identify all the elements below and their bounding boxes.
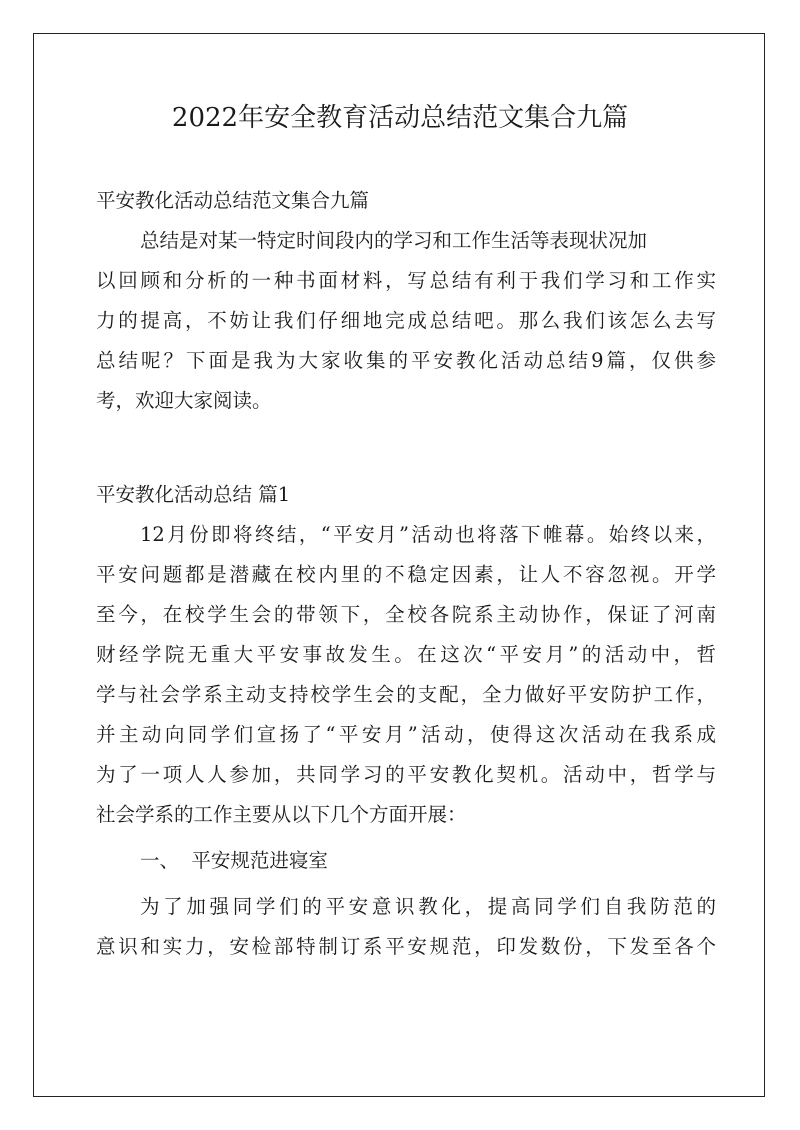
item1-heading: 一、 平安规范进寝室 — [140, 849, 328, 872]
section1-line-4: 财经学院无重大平安事故发生。在这次“平安月”的活动中，哲 — [96, 643, 716, 666]
section1-line-3: 至今，在校学生会的带领下，全校各院系主动协作，保证了河南 — [96, 603, 716, 626]
section1-heading: 平安教化活动总结 篇1 — [96, 483, 291, 506]
intro-line-2: 以回顾和分析的一种书面材料，写总结有利于我们学习和工作实 — [96, 269, 716, 292]
section1-line-1: 12月份即将终结，“平安月”活动也将落下帷幕。始终以来， — [140, 523, 716, 546]
intro-line-1: 总结是对某一特定时间段内的学习和工作生活等表现状况加 — [140, 229, 648, 252]
intro-line-5: 考，欢迎大家阅读。 — [96, 389, 272, 412]
item1-line-1: 为了加强同学们的平安意识教化，提高同学们自我防范的 — [140, 895, 716, 918]
intro-line-3: 力的提高，不妨让我们仔细地完成总结吧。那么我们该怎么去写 — [96, 309, 716, 332]
section1-line-2: 平安问题都是潜藏在校内里的不稳定因素，让人不容忽视。开学 — [96, 563, 716, 586]
item1-line-2: 意识和实力，安检部特制订系平安规范，印发数份，下发至各个 — [96, 935, 716, 958]
section1-line-5: 学与社会学系主动支持校学生会的支配，全力做好平安防护工作， — [96, 683, 716, 706]
intro-line-4: 总结呢？下面是我为大家收集的平安教化活动总结9篇，仅供参 — [96, 349, 716, 372]
document-subtitle: 平安教化活动总结范文集合九篇 — [96, 189, 370, 212]
section1-line-6: 并主动向同学们宣扬了“平安月”活动，使得这次活动在我系成 — [96, 723, 716, 746]
section1-line-7: 为了一项人人参加，共同学习的平安教化契机。活动中，哲学与 — [96, 763, 716, 786]
section1-line-8: 社会学系的工作主要从以下几个方面开展： — [96, 803, 467, 826]
document-title: 2022年安全教育活动总结范文集合九篇 — [171, 103, 629, 133]
